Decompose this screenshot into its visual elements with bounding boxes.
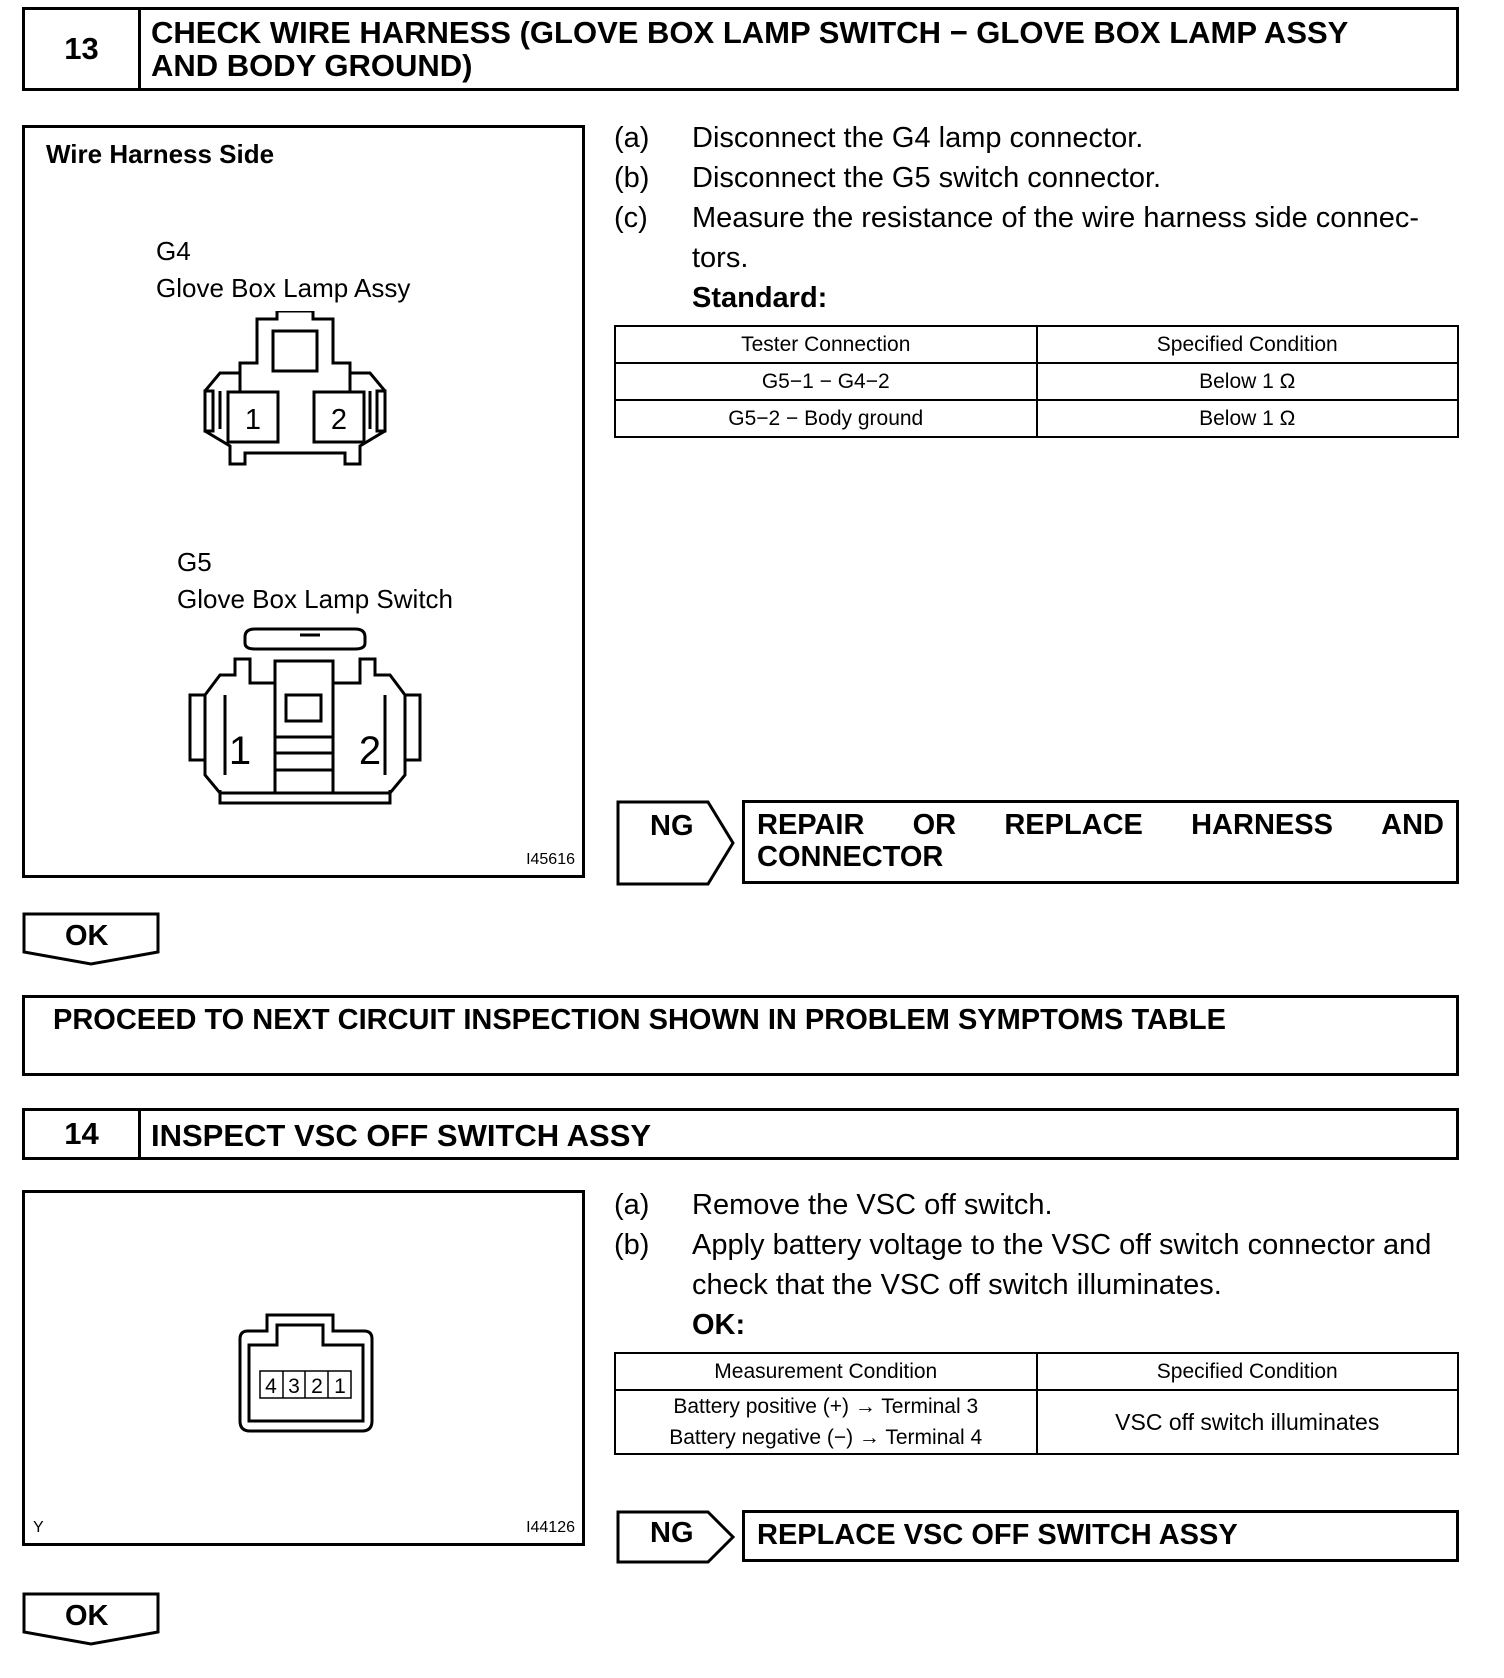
table-cell: Below 1 Ω	[1037, 363, 1459, 400]
table-row	[615, 1390, 1458, 1454]
ng-action-box	[742, 800, 1459, 884]
ng-action-line2: CONNECTOR	[757, 841, 944, 873]
step-13-header	[22, 7, 1459, 91]
step-letter: (a)	[614, 1189, 650, 1221]
action-word: HARNESS	[1191, 809, 1333, 841]
action-word: OR	[912, 809, 957, 841]
ok-label: OK	[65, 920, 109, 952]
table-header: Specified Condition	[1037, 326, 1459, 363]
figure-id: I45616	[526, 851, 575, 868]
step-text-line2: tors.	[692, 242, 749, 274]
vsc-connector-icon	[237, 1311, 375, 1435]
step-text: Disconnect the G4 lamp connector.	[692, 122, 1144, 154]
table-header: Tester Connection	[615, 326, 1037, 363]
vsc-pin-1: 1	[334, 1375, 346, 1398]
step-14b	[614, 1225, 1484, 1305]
action-word: AND	[1381, 809, 1444, 841]
corner-mark: Y	[33, 1519, 44, 1536]
step-letter: (a)	[614, 122, 650, 154]
step-title: INSPECT VSC OFF SWITCH ASSY	[151, 1118, 652, 1153]
figure-heading: Wire Harness Side	[46, 139, 275, 169]
step-text-line2: check that the VSC off switch illuminates.	[692, 1269, 1222, 1301]
step-text: Disconnect the G5 switch connector.	[692, 162, 1162, 194]
connector-figure-14	[22, 1190, 585, 1546]
table-row	[615, 400, 1458, 437]
vsc-pin-2: 2	[311, 1375, 323, 1398]
step-letter: (b)	[614, 1229, 650, 1261]
table-cell: G5−2 − Body ground	[615, 400, 1037, 437]
spec-table-13	[614, 325, 1459, 438]
ng-label: NG	[650, 1517, 694, 1549]
ok-label: OK	[65, 1600, 109, 1632]
ng-action-box: REPLACE VSC OFF SWITCH ASSY	[742, 1510, 1459, 1562]
condition-line2: Battery negative (−) → Terminal 4	[669, 1426, 983, 1449]
table-cell: VSC off switch illuminates	[1037, 1390, 1459, 1454]
table-header: Measurement Condition	[615, 1353, 1037, 1390]
step-title-line1: CHECK WIRE HARNESS (GLOVE BOX LAMP SWITCH − GLOVE BOX LAMP ASSY	[151, 15, 1349, 50]
g4-code: G4	[156, 236, 191, 266]
step-14-header	[22, 1108, 1459, 1160]
step-letter: (b)	[614, 162, 650, 194]
step-text-line1: Apply battery voltage to the VSC off switch connector and	[692, 1229, 1432, 1261]
step-13c	[614, 198, 1474, 278]
g5-pin-1: 1	[228, 729, 252, 773]
table-header: Specified Condition	[1037, 1353, 1459, 1390]
g5-connector-icon	[185, 625, 445, 820]
step-number: 13	[25, 10, 141, 88]
g4-pin-2: 2	[330, 404, 348, 436]
ng-action-line1	[757, 809, 1444, 841]
action-word: REPLACE	[1004, 809, 1143, 841]
vsc-pin-3: 3	[288, 1375, 300, 1398]
step-number: 14	[25, 1111, 141, 1157]
vsc-pin-4: 4	[265, 1375, 277, 1398]
table-cell: Below 1 Ω	[1037, 400, 1459, 437]
g4-name: Glove Box Lamp Assy	[156, 273, 411, 303]
proceed-box: PROCEED TO NEXT CIRCUIT INSPECTION SHOWN IN PROBLEM SYMPTOMS TABLE	[22, 995, 1459, 1076]
g4-connector-icon	[185, 311, 405, 481]
step-letter: (c)	[614, 202, 648, 234]
step-text-line1: Measure the resistance of the wire harness side connec-	[692, 202, 1419, 234]
step-title-line2: AND BODY GROUND)	[151, 48, 473, 83]
condition-line1: Battery positive (+) → Terminal 3	[673, 1395, 979, 1418]
table-cell: G5−1 − G4−2	[615, 363, 1037, 400]
table-cell	[615, 1390, 1037, 1454]
spec-table-14	[614, 1352, 1459, 1455]
step-text: Remove the VSC off switch.	[692, 1189, 1053, 1221]
ok-heading: OK:	[692, 1309, 746, 1341]
connector-figure-13	[22, 125, 585, 878]
table-row	[615, 363, 1458, 400]
g5-name: Glove Box Lamp Switch	[177, 584, 454, 614]
step-title	[151, 16, 1442, 82]
g5-code: G5	[177, 547, 212, 577]
g5-pin-2: 2	[358, 729, 382, 773]
action-word: REPAIR	[757, 809, 865, 841]
figure-id: I44126	[526, 1519, 575, 1536]
g4-pin-1: 1	[244, 404, 262, 436]
standard-label: Standard:	[692, 282, 828, 314]
ng-label: NG	[650, 810, 694, 842]
